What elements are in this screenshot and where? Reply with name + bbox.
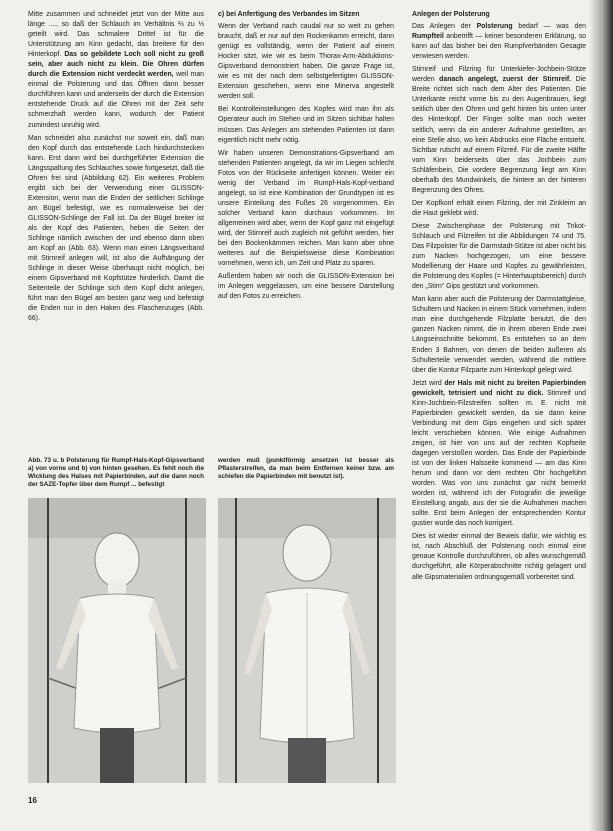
paragraph (412, 22, 586, 62)
paragraph (28, 10, 204, 131)
paragraph-text: Die Breite richtet sich nach dem Alter des Patienten. Die Unterkante reicht vorne bis zu den Augenbrauen, liegt seitlich über den Ohren und geht hinten bis unten unter des Hinterkopf. Der Finger sollte man noch weiter seitlich, wenn da ein anderer Aufnahme gestellten, an eine Stelle also, wo kein Abdrucks eine Fläche entsteht. Sichtbar rutscht auf einem Filzreif. Für die zweite Hälfte vom Kinn beiderseits über das Jochbein zum Schläfenbein, Die vordere Begrenzung liegt am Kinn oberhalb des Mundwinkels, die hintere an der hinteren Begrenzung des Ohres. (412, 76, 586, 194)
paragraph (412, 379, 586, 530)
patient-photo-back (218, 498, 396, 783)
section-heading: Anlegen der Polsterung (412, 11, 490, 18)
paragraph: Diese Zwischenphase der Polsterung mit Trikot-Schlauch und Filzreifen ist die Abbildungen 74 und 75. Das Filzpolster für die Darmstadt-Stütze ist aber nicht bis zum Nacken hochgezogen, um eine bessere Modellierung der Haare und Kopfes zu gewährleisten, die Polsterung des Kopfes (= Hinterhauptsbereich) durch den „Stirn“ Gips gestützt und vorkommen. (412, 222, 586, 291)
paragraph-text: Das Anlegen der (412, 23, 471, 31)
patient-front-illustration (28, 498, 206, 783)
patient-back-illustration (218, 498, 396, 783)
section-heading (218, 10, 394, 20)
emphasis-text: Rumpfteil (412, 33, 444, 41)
text-column-2 (218, 10, 394, 458)
paragraph: Dies ist wieder einmal der Beweis dafür, wie wichtig es ist, nach Abschluß der Polsterung noch einmal eine genaue Kontrolle durchzuführen, ob alles wunschgemäß durchgeführt, alle Körperabschnitte richtig gelagert und alle Gipsmaterialien ordnungsgemäß vorbereitet sind. (412, 533, 586, 581)
figure-caption-continued: werden muß (punktförmig ansetzen ist besser als Pflasterstreifen, da man beim Entfernen keiner bzw. am schiefen die Papierbinden mit benutzt ist). (218, 457, 394, 481)
paragraph-text: Stirnreif und Kinn-Jochbein-Filzstreifen sollten m. E. nicht mit Papierbinden gewickelt werden, da sie dann keine Verbindung mit dem Gips eingehen und sich später leicht verschieben können. Wie einige Aufnahmen zeigen, ist hier von uns auf der rechten Kopfseite dagegen verstoßen worden. Das Ende der Papierbinde ist von der linken Halsseite kommend — am das Kinn herum und dann vor dem rechten Ohr hochgeführt worden. Was von uns zunächst gar nicht bemerkt worden ist, während ich der Fotografin die jeweilige Einstellung angab, aus der sie die Aufnahmen machen sollte. Erst beim Anlegen der entsprechenden Kontur gustier wurde das noch korrigiert. (412, 389, 586, 528)
section-heading-number: c) (218, 11, 225, 18)
paragraph: Man kann aber auch die Polsterung der Darmstattgleise, Schultern und Nacken in einem Stück vornehmen, indem man eine durchgehende Filzplatte benutzt, die den ganzen Nacken nimmt, die in ihrem oberen Ende zwei Längseinschnitte bekommt. Es entstehen so an dem Enden 3 Bahnen, von denen die beiden äußeren als Schulterteile verwendet werden, während die mittlere über die Kontur Filzparte zum Hinterkopf gelegt wird. (412, 296, 586, 374)
paragraph: Außerdem haben wir noch die GLISSON-Extension bei im Anlegen weggelassen, um eine bessere Darstellung auf den Fotos zu erreichen. (218, 273, 394, 301)
paragraph: Bei Kontrolleinstellungen des Kopfes wird man ihn als Operateur auch im Stehen und im Sitzen sichtbar halten müssen. Das Anlegen am stehenden Patienten ist dann eigentlich nicht mehr nötig. (218, 106, 394, 144)
figure-caption: Abb. 73 u. b Polsterung für Rumpf-Hals-Kopf-Gipsverband a) von vorne und b) von hinten gesehen. Es fehlt noch die Wicklung des Halses mit Papierbinden, auf die dann noch der SAZE-Topfer über dem Rumpf ... befestigt (28, 457, 204, 489)
emphasis-text: der Hals mit nicht zu breiten Papierbinden gewickelt, tetrisiert und nicht zu dick. (412, 379, 586, 397)
paragraph: Der Kopfkonf erhält einen Filzring, der mit Zinkleim an die Haut geklebt wird. (412, 199, 586, 217)
paragraph-text: weil man einmal die Polsterung und das Öffnen dann besser durchführen kann und anderseits der durch die Extension entstehende Druck auf die Ohren mit der Zeit sehr schmerzhaft werden kann, wodurch der Patient zumindest unruhig wird. (28, 71, 204, 129)
paragraph-text: anbetrifft — keiner besonderen Erklärung, so kann auf das bisher bei den Rumpfverbänden Gesagte verwiesen werden. (412, 33, 586, 61)
paragraph: Wenn der Verband nach caudal nur so weit zu gehen braucht, daß er nur auf den Rockenkamm erreicht, dann genügt es vollständig, wenn der Patient auf einem Hocker sitzt, wie wir es beim Thorax-Arm-Abduktions-Gipsverband demonstriert haben. Die ganze Frage ist, wie es mit der nach dem selbstgefertigten GLISSON-Extension geschehen, wenn eine Minerva angestellt werden soll. (218, 23, 394, 101)
paragraph-text: bedarf — was den (518, 23, 586, 31)
text-column-3 (412, 10, 586, 815)
paragraph (412, 65, 586, 196)
text-column-1 (28, 10, 204, 458)
binding-shadow (589, 0, 613, 831)
paragraph: Man schneidet also zunächst nur soweit ein, daß man den Kopf durch das entstehende Loch hindurchstecken kann. Erst dann wird bei durchgeführter Extension die Längsspaltung des Schlauches sowie fortgesetzt, daß die Ohren frei sind (Abbildung 62). Ein weiteres Problem ergibt sich bei der Verwendung einer GLISSON-Extension, wenn man die Enden der seitlichen Schlinge am Bügel befestigt, wie es normalerweise bei der GLISSON-Schlinge der Fall ist. Da der Bügel breiter ist als der Kopf des Patienten, heben die Seiten der Schlinge nämlich zwischen der und ebenso dann oben am Kopf an (Abb. 63). Wenn man einen Längsverband mit Stirnreif anlegen will, ist also die Aufhängung der Schlinge in dieser Weise überhaupt nicht möglich, bei einem Gipsverband mit Kopfstütze hinderlich. Damit die Seitenteile der Schlinge sich dem Kopf dicht anlegen, führt man den Bügel am besten ganz weg und befestigt die Enden nur in den Haken des Flaschenzuges (Abb. 66). (28, 134, 204, 323)
patient-photo-front (28, 498, 206, 783)
emphasis-text: danach angelegt, zuerst der Stirnreif. (439, 76, 572, 84)
emphasis-text: Polsterung (476, 23, 513, 31)
page-number: 16 (28, 796, 37, 805)
paragraph: Wir haben unseren Demonstrations-Gipsverband am stehenden Patienten angelegt, da wir im Liegen schlecht Fotos von der Rückseite anfertigen können. Weiter ein wenig der Verband im Rumpf-Hals-Kopf-verband angelegt, so ist eine Kombination der Grundtypen ist es unsere Einteilung des Fußes 26 vorgenommen. Ein solcher Verband kann durchaus vorkommen. Im allgemeinen wird aber, wenn der Kopf ganz mit eingefügt wird, der Stirnreif auch zugleich mit geführt werden, hier bei den Bockenkämmen reichen. Man kann aber ohne weiteres auf die Beispielsweise diese Kombination vornehmen, wenn ich, um Zeit und Platz zu sparen. (218, 149, 394, 268)
paragraph-text: Stirnreif und Filzring für Unterkiefer-Jochbein-Stütze werden (412, 66, 586, 84)
emphasis-text: Das so gebildete Loch soll nicht zu groß sein, aber auch nicht zu klein. Die Ohren dürfen durch die Extension nicht verdeckt werden, (28, 51, 204, 79)
paragraph-text: Mitte zusammen und schneidet jetzt von der Mitte aus länge ...., so daß der Schlauch im Verhältnis ⅔ zu ⅓ geteilt wird. Das schmalere Drittel ist für die Unterstützung am Kinn gedacht, das breitere für den Hinterkopf. (28, 11, 204, 59)
paragraph-text: Jetzt wird (412, 379, 442, 387)
section-heading-text: bei Anfertigung des Verbandes im Sitzen (226, 11, 360, 18)
